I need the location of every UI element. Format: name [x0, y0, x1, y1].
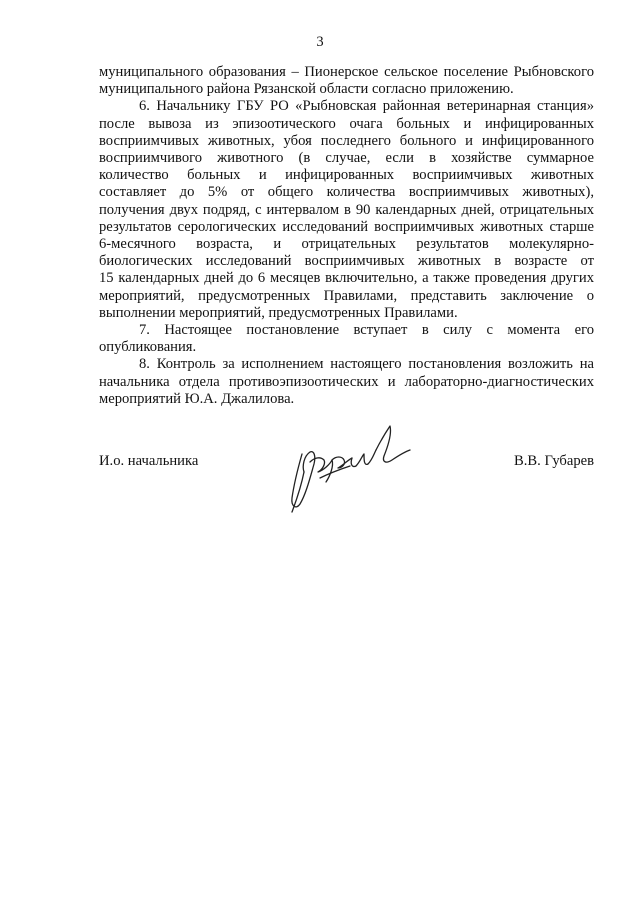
paragraph-item-8 [99, 356, 594, 408]
signatory-name: В.В. Губарев [514, 453, 594, 469]
text-line: восприимчивых животных, убоя последнего больного и инфицированного [99, 132, 594, 149]
text-line: после вывоза из эпизоотического очага больных и инфицированных [99, 115, 594, 132]
paragraph-1 [99, 64, 594, 98]
text-line: получения двух подряд, с интервалом в 90 календарных дней, отрицательных [99, 201, 594, 218]
signature-icon [280, 420, 420, 520]
text-line: мероприятий Ю.А. Джалилова. [99, 390, 295, 407]
text-line: 15 календарных дней до 6 месяцев включительно, а также проведения других [99, 270, 594, 287]
text-line: мероприятий, предусмотренных Правилами, представить заключение о [99, 287, 594, 304]
text-line: составляет до 5% от общего количества восприимчивых животных), [99, 184, 594, 201]
text-line: муниципального района Рязанской области согласно приложению. [99, 81, 514, 98]
page-number: 3 [316, 34, 324, 50]
text-line: результатов серологических исследований восприимчивых животных старше [99, 218, 594, 235]
signatory-position: И.о. начальника [99, 453, 199, 469]
text-line: муниципального образования – Пионерское сельское поселение Рыбновского [99, 64, 594, 80]
text-line: 6-месячного возраста, и отрицательных результатов молекулярно- [99, 236, 594, 253]
paragraph-item-7 [99, 322, 594, 356]
text-line: опубликования. [99, 339, 197, 356]
text-line: выполнении мероприятий, предусмотренных Правилами. [99, 304, 458, 321]
text-line: восприимчивого животного (в случае, если в хозяйстве суммарное [99, 150, 594, 167]
handwritten-signature [280, 420, 420, 520]
text-line: количество больных и инфицированных восприимчивых животных [99, 167, 594, 184]
text-line: 7. Настоящее постановление вступает в силу с момента его [139, 322, 594, 339]
paragraph-item-6 [99, 98, 594, 322]
document-body [99, 64, 594, 408]
text-line: 8. Контроль за исполнением настоящего постановления возложить на [139, 356, 594, 373]
text-line: начальника отдела противоэпизоотических и лабораторно-диагностических [99, 373, 594, 390]
text-line: 6. Начальнику ГБУ РО «Рыбновская районная ветеринарная станция» [139, 98, 594, 115]
text-line: биологических исследований восприимчивых животных в возрасте от [99, 253, 594, 270]
